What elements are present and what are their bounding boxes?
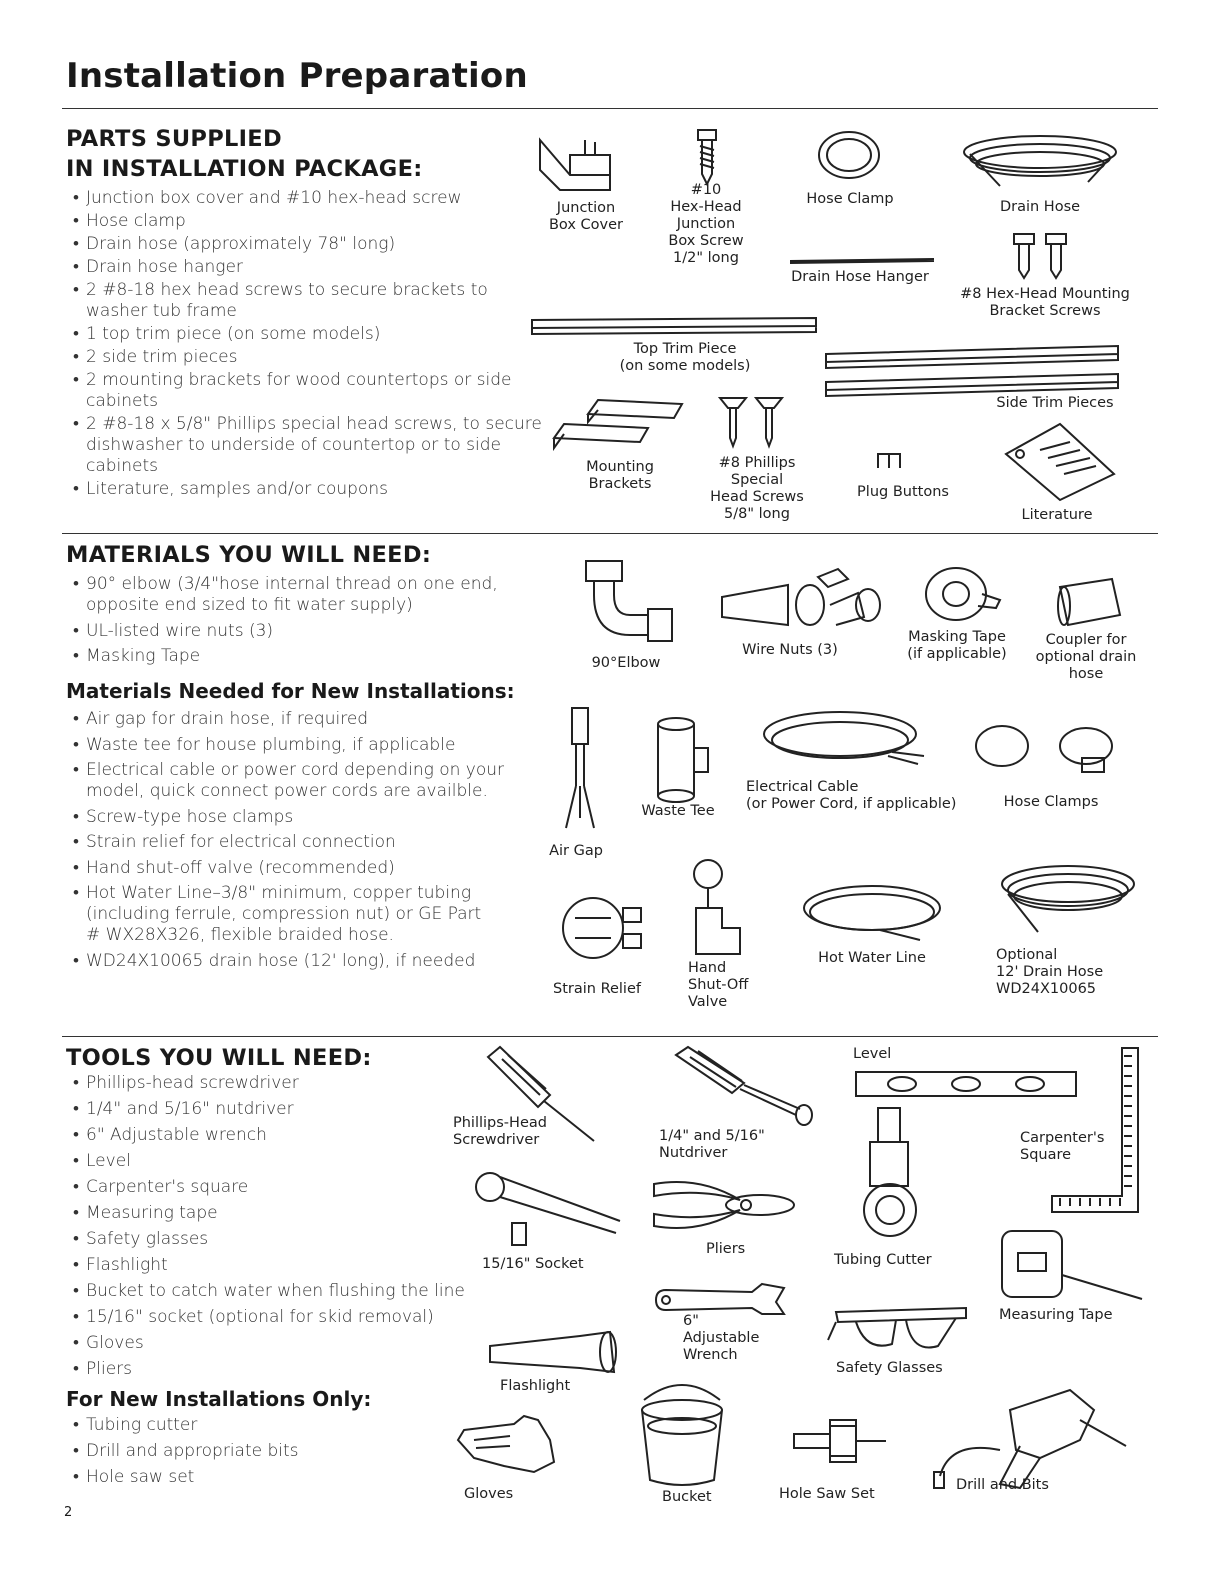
mounting-screws-icon (1010, 232, 1074, 282)
hose-clamps-icon (970, 712, 1124, 782)
list-item: • 2 #8-18 x 5/8" Phillips special head screws, to secure dishwasher to underside of countertop or to side cabinets (66, 414, 546, 477)
tubing-cutter-icon (850, 1106, 930, 1246)
plug-buttons-icon (874, 448, 904, 474)
measuring-tape-label: Measuring Tape (999, 1307, 1113, 1323)
strain-relief-label: Strain Relief (553, 981, 641, 997)
flashlight-icon (480, 1326, 620, 1380)
mounting-brackets-label: Mounting Brackets (586, 459, 654, 492)
shutoff-valve-icon (688, 858, 748, 962)
adjustable-wrench-label: 6" Adjustable Wrench (683, 1313, 760, 1363)
coupler-icon (1050, 575, 1130, 629)
pliers-icon (650, 1170, 810, 1240)
air-gap-label: Air Gap (549, 843, 603, 859)
list-item: • Phillips-head screwdriver (66, 1073, 466, 1094)
mounting-screws-label: #8 Hex-Head Mounting Bracket Screws (960, 286, 1130, 319)
list-item: • Hole saw set (66, 1467, 466, 1488)
gloves-icon (454, 1410, 564, 1480)
literature-label: Literature (1021, 507, 1093, 523)
list-item: • Drain hose (approximately 78" long) (66, 234, 546, 255)
literature-icon (1000, 420, 1120, 500)
divider (62, 108, 1158, 109)
socket-wrench-icon (470, 1165, 630, 1255)
list-item: • UL-listed wire nuts (3) (66, 621, 546, 642)
list-item: • Masking Tape (66, 646, 546, 667)
socket-label: 15/16" Socket (482, 1256, 584, 1272)
measuring-tape-icon (996, 1225, 1146, 1305)
electrical-cable-label: Electrical Cable (or Power Cord, if applicable) (746, 779, 957, 812)
list-item: • Measuring tape (66, 1203, 466, 1224)
coupler-label: Coupler for optional drain hose (1035, 632, 1137, 682)
hose-clamps-label: Hose Clamps (1003, 794, 1099, 810)
tools-heading: TOOLS YOU WILL NEED: (66, 1045, 372, 1071)
list-item: • Hand shut-off valve (recommended) (66, 858, 546, 879)
adjustable-wrench-icon (652, 1278, 792, 1318)
list-item: • Electrical cable or power cord depending on your model, quick connect power cords are availble. (66, 760, 516, 802)
hose-clamp-label: Hose Clamp (806, 191, 894, 207)
divider (62, 1036, 1158, 1037)
list-item: • Pliers (66, 1359, 466, 1380)
new-install-tools-heading: For New Installations Only: (66, 1387, 372, 1411)
drill-label: Drill and Bits (956, 1477, 1049, 1493)
wire-nuts-icon (718, 565, 908, 635)
list-item: • 2 mounting brackets for wood countertops or side cabinets (66, 370, 526, 412)
electrical-cable-icon (758, 706, 928, 770)
hex-screw-icon (692, 128, 722, 188)
materials-heading: MATERIALS YOU WILL NEED: (66, 542, 432, 568)
top-trim-label: Top Trim Piece (on some models) (619, 341, 751, 374)
optional-drain-hose-label: Optional 12' Drain Hose WD24X10065 (996, 947, 1104, 997)
carpenters-square-label: Carpenter's Square (1020, 1130, 1105, 1163)
nutdriver-label: 1/4" and 5/16" Nutdriver (659, 1128, 765, 1161)
list-item: • 1/4" and 5/16" nutdriver (66, 1099, 466, 1120)
masking-tape-icon (922, 564, 1002, 624)
shutoff-valve-label: Hand Shut-Off Valve (688, 960, 749, 1010)
list-item: • 90° elbow (3/4"hose internal thread on one end, opposite end sized to fit water supply) (66, 574, 526, 616)
list-item: • Level (66, 1151, 466, 1172)
list-item: • 2 #8-18 hex head screws to secure brackets to washer tub frame (66, 280, 546, 322)
list-item: • Hose clamp (66, 211, 546, 232)
parts-heading-line1: PARTS SUPPLIED (66, 126, 282, 152)
optional-drain-hose-icon (988, 860, 1138, 940)
elbow-label: 90°Elbow (591, 655, 661, 671)
waste-tee-icon (650, 716, 710, 806)
tubing-cutter-label: Tubing Cutter (834, 1252, 932, 1268)
parts-heading-line2: IN INSTALLATION PACKAGE: (66, 156, 423, 182)
tools-list (66, 1073, 466, 1380)
list-item: • WD24X10065 drain hose (12' long), if needed (66, 951, 526, 972)
nutdriver-icon (668, 1045, 828, 1125)
hex-screw-label: #10 Hex-Head Junction Box Screw 1/2" long (668, 182, 744, 266)
drain-hose-icon (960, 130, 1120, 196)
strain-relief-icon (553, 882, 649, 968)
bucket-icon (638, 1380, 728, 1490)
mounting-brackets-icon (548, 390, 688, 454)
list-item: • Flashlight (66, 1255, 466, 1276)
drain-hose-label: Drain Hose (999, 199, 1081, 215)
level-icon (852, 1068, 1082, 1102)
wire-nuts-label: Wire Nuts (3) (742, 642, 838, 658)
hole-saw-icon (790, 1412, 890, 1472)
list-item: • Air gap for drain hose, if required (66, 709, 546, 730)
side-trim-icon (822, 342, 1122, 402)
pliers-label: Pliers (706, 1241, 746, 1257)
level-label: Level (853, 1046, 892, 1062)
air-gap-icon (560, 706, 610, 836)
materials-section (66, 542, 546, 976)
list-item: • Screw-type hose clamps (66, 807, 546, 828)
list-item: • Safety glasses (66, 1229, 466, 1250)
phillips-screws-label: #8 Phillips Special Head Screws 5/8" long (710, 455, 804, 522)
list-item: • 6" Adjustable wrench (66, 1125, 466, 1146)
list-item: • 2 side trim pieces (66, 347, 546, 368)
list-item: • Drill and appropriate bits (66, 1441, 466, 1462)
hose-clamp-icon (814, 128, 884, 182)
drain-hose-hanger-label: Drain Hose Hanger (791, 269, 929, 285)
divider (62, 533, 1158, 534)
tools-section (66, 1045, 466, 1493)
junction-box-cover-icon (530, 130, 620, 200)
parts-section (66, 126, 546, 502)
side-trim-label: Side Trim Pieces (996, 395, 1114, 411)
hot-water-line-icon (800, 882, 950, 942)
plug-buttons-label: Plug Buttons (857, 484, 949, 500)
materials-list (66, 574, 546, 667)
page-number: 2 (64, 1505, 73, 1520)
masking-tape-label: Masking Tape (if applicable) (907, 629, 1007, 662)
waste-tee-label: Waste Tee (641, 803, 715, 819)
list-item: • Hot Water Line–3/8" minimum, copper tubing (including ferrule, compression nut) or GE Part # WX28X326, flexible braided hose. (66, 883, 486, 946)
list-item: • Bucket to catch water when flushing the line (66, 1281, 466, 1302)
bucket-label: Bucket (662, 1489, 712, 1505)
junction-box-cover-label: Junction Box Cover (548, 200, 624, 233)
list-item: • 15/16" socket (optional for skid removal) (66, 1307, 466, 1328)
safety-glasses-label: Safety Glasses (836, 1360, 943, 1376)
flashlight-label: Flashlight (500, 1378, 571, 1394)
new-install-materials-list (66, 709, 546, 972)
page-title: Installation Preparation (66, 56, 528, 96)
phillips-screws-icon (718, 394, 788, 452)
new-install-materials-heading: Materials Needed for New Installations: (66, 679, 515, 703)
hot-water-line-label: Hot Water Line (818, 950, 926, 966)
list-item: • Drain hose hanger (66, 257, 546, 278)
list-item: • Literature, samples and/or coupons (66, 479, 546, 500)
elbow-icon (580, 555, 690, 655)
drain-hose-hanger-icon (788, 255, 938, 267)
gloves-label: Gloves (464, 1486, 514, 1502)
list-item: • Tubing cutter (66, 1415, 466, 1436)
list-item: • Junction box cover and #10 hex-head screw (66, 188, 546, 209)
list-item: • Gloves (66, 1333, 466, 1354)
top-trim-icon (530, 316, 820, 340)
list-item: • Waste tee for house plumbing, if applicable (66, 735, 546, 756)
new-install-tools-list (66, 1415, 466, 1488)
parts-list (66, 188, 546, 500)
drill-icon (930, 1380, 1130, 1490)
list-item: • 1 top trim piece (on some models) (66, 324, 506, 345)
screwdriver-label: Phillips-Head Screwdriver (453, 1115, 547, 1148)
list-item: • Strain relief for electrical connection (66, 832, 546, 853)
hole-saw-label: Hole Saw Set (779, 1486, 875, 1502)
list-item: • Carpenter's square (66, 1177, 466, 1198)
safety-glasses-icon (826, 1304, 976, 1360)
